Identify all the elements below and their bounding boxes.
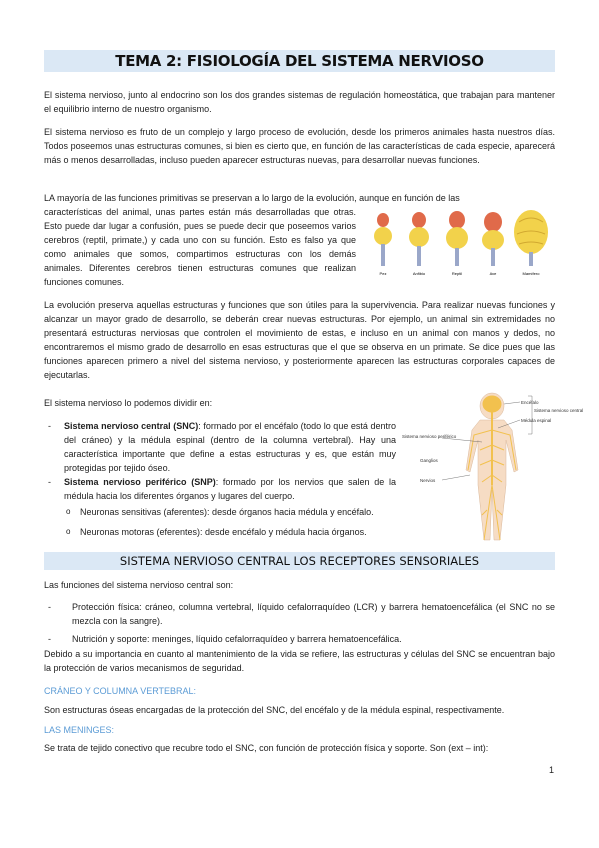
division-item-snp <box>44 475 396 503</box>
heading-meninges: LAS MENINGES: <box>44 725 115 735</box>
paragraph-craneo: Son estructuras óseas encargadas de la protección del SNC, del encéfalo y de la médula espinal, respectivamente. <box>44 705 505 715</box>
brain-label-amphibian: Anfibio <box>412 271 426 276</box>
paragraph-meninges: Se trata de tejido conectivo que recubre todo el SNC, con función de protección física y soporte. Son (ext – int): <box>44 743 489 753</box>
snc-function-item: - Protección física: cráneo, columna vertebral, líquido cefalorraquídeo (LCR) y barrera hematoencefálica (el SNC no se mezcla con la sangre). <box>44 600 555 628</box>
label-medula: Médula espinal <box>521 418 552 423</box>
nervous-system-figure <box>402 390 584 548</box>
paragraph-preservation: La evolución preserva aquellas estructuras y funciones que son útiles para la supervivencia. Para realizar nuevas funciones y alcanzar un mayor grado de desarrollo, se deberán crear nuevas estructuras. Por ejemplo, un animal sin extremidades no presentará estructuras nerviosas que controlen el movimiento de estas, e incluso en un animal con manos y dedos, no encontraremos el mismo grado de desarrollo en esas estructuras que el que se observa en un primate. Se dice pues que las funciones aparecen primero a nivel del sistema nervioso, y posteriormente aparecen las estructuras corporales capaces de ejecutarlas. <box>44 300 555 380</box>
label-ganglios: Ganglios <box>420 458 438 463</box>
brain-evolution-figure <box>365 206 551 278</box>
brain-label-mammal: Mamífero <box>522 271 540 276</box>
division-list <box>44 419 396 503</box>
section-banner <box>44 552 555 570</box>
paragraph-protection: Debido a su importancia en cuanto al mantenimiento de la vida se refiere, las estructuras y células del SNC se encuentran bajo la protección de varios mecanismos de seguridad. <box>44 649 555 673</box>
paragraph-functions-lead: LA mayoría de las funciones primitivas se preservan a lo largo de la evolución, aunque en función de las <box>44 193 460 203</box>
label-snc <box>534 408 583 413</box>
label-snc-text: Sistema nervioso central <box>534 408 584 413</box>
brain-amphibian <box>409 212 429 276</box>
neuron-list <box>64 505 396 539</box>
brain-bird <box>482 212 504 276</box>
nerve-network <box>468 396 516 540</box>
brain-label-reptile: Reptil <box>451 271 463 276</box>
paragraph-division-intro: El sistema nervioso lo podemos dividir en: <box>44 398 213 408</box>
page-title: TEMA 2: FISIOLOGÍA DEL SISTEMA NERVIOSO <box>115 52 484 70</box>
paragraph-snc-intro: Las funciones del sistema nervioso central son: <box>44 580 234 590</box>
snc-abbr: (SNC) <box>173 421 199 431</box>
heading-craneo: CRÁNEO Y COLUMNA VERTEBRAL: <box>44 686 197 696</box>
snc-term: Sistema nervioso central <box>64 421 171 431</box>
section-title: SISTEMA NERVIOSO CENTRAL LOS RECEPTORES SENSORIALES <box>119 554 480 568</box>
brain-reptile <box>446 211 468 276</box>
snc-description: : formado por el encéfalo (todo lo que está dentro del cráneo) y la médula espinal (dentro de la columna vertebral). Hay una característica importante que define a estas estructuras y es, que están muy protegidas por tejido óseo. <box>64 421 396 473</box>
label-snp: Sistema nervioso periférico <box>402 434 457 439</box>
label-nervios: Nervios <box>420 478 436 483</box>
brain-label-fish: Pez <box>379 271 387 276</box>
label-encefalo: Encéfalo <box>521 400 539 405</box>
snp-abbr: (SNP) <box>191 477 216 487</box>
neuron-item: o Neuronas sensitivas (aferentes): desde órganos hacia médula y encéfalo. <box>64 505 396 519</box>
brain-fish <box>374 213 392 276</box>
page-number: 1 <box>549 765 555 775</box>
brain-mammal <box>514 210 548 276</box>
neuron-item: o Neuronas motoras (eferentes): desde encéfalo y médula hacia órganos. <box>64 525 396 539</box>
paragraph-functions: características del animal, unas partes están más desarrolladas que otras. Esto puede dar lugar a confusión, pues se puede decir que poseemos varios cerebros (reptil, primate,) y cada uno con su función. Esto es falso ya que como animales que somos, compartimos estructuras con los demás animales. Diferentes cerebros tienen estructuras comunes que realizan funciones comunes. <box>44 207 356 287</box>
paragraph-evolution: El sistema nervioso es fruto de un complejo y largo proceso de evolución, desde los primeros animales hasta nuestros días. Todos poseemos unas estructuras comunes, si bien es cierto que, en función de las características de cada especie, aparecerá más o menos desarrolladas, incluso pueden aparecer estructuras nuevas, para desarrollar nuevas funciones. <box>44 127 555 165</box>
brain-label-bird: Ave <box>489 271 497 276</box>
snc-function-item: - Nutrición y soporte: meninges, líquido cefalorraquídeo y barrera hematoencefálica. <box>44 632 555 646</box>
division-item-snc <box>44 419 396 475</box>
snc-function-list <box>44 600 555 646</box>
paragraph-intro: El sistema nervioso, junto al endocrino son los dos grandes sistemas de regulación homeostática, que trabajan para mantener el equilibrio interno de nuestro organismo. <box>44 90 555 114</box>
title-banner <box>44 50 555 72</box>
snp-term: Sistema nervioso periférico <box>64 477 187 487</box>
snp-description: : formado por los nervios que salen de la médula hacia los diferentes órganos y lugares del cuerpo. <box>64 477 397 501</box>
